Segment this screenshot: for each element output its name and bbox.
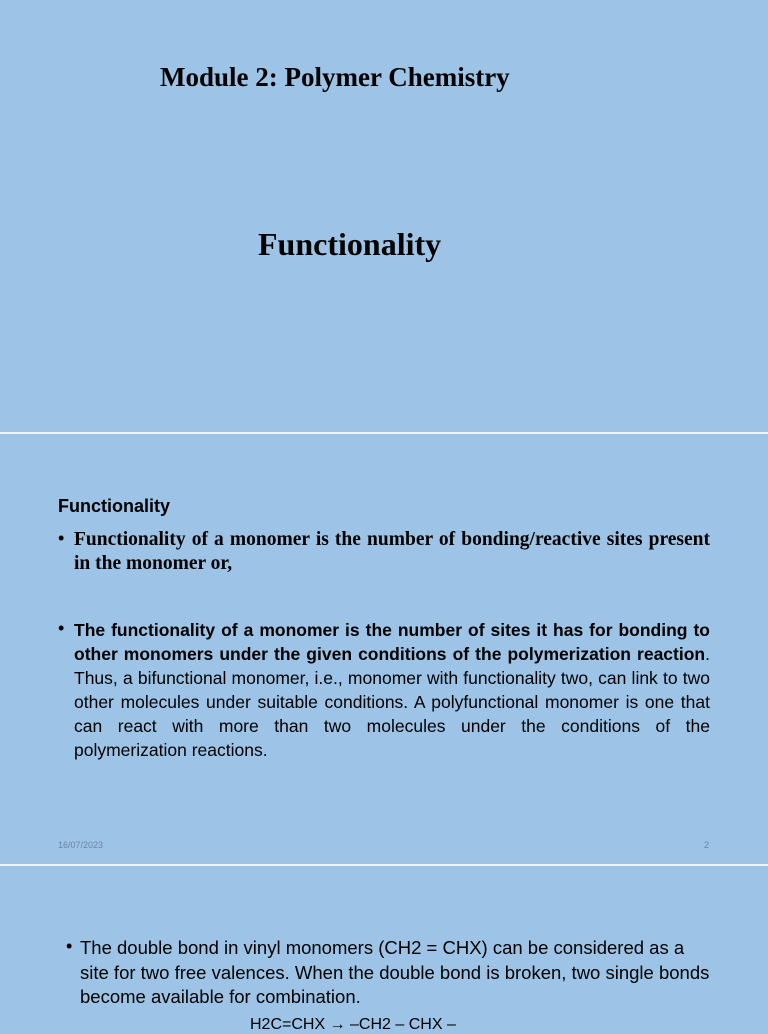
section-heading: Functionality — [58, 496, 170, 516]
bullet-text: The double bond in vinyl monomers (CH2 = CHX) can be considered as a site for two free valences. When the double bond is broken, two single bonds become available for combination. — [80, 937, 710, 1007]
bullet-dot-icon: • — [66, 936, 73, 956]
slide-title: Module 2: Polymer Chemistry — [160, 62, 510, 92]
footer-date: 16/07/2023 — [58, 840, 104, 850]
slide-3 — [0, 866, 768, 1033]
bullet-bold-text: The functionality of a monomer is the number of sites it has for bonding to other monomers under the given conditions of the polymerization reaction — [74, 620, 710, 664]
slide-2 — [0, 434, 768, 864]
bullet-item — [58, 618, 710, 762]
bullet-dot-icon: • — [58, 528, 65, 548]
page-number: 2 — [704, 840, 710, 850]
equation-line: H2C=CHX → –CH2 – CHX – — [250, 1016, 456, 1033]
slide-1 — [0, 0, 768, 432]
bullet-regular-text: . Thus, a bifunctional monomer, i.e., monomer with functionality two, can link to two other molecules under suitable conditions. A polyfunctional monomer is one that can react with more than two molecules under the conditions of the polymerization reactions. — [74, 644, 710, 760]
bullet-item — [58, 528, 710, 576]
bullet-text — [74, 618, 710, 762]
bullet-text: Functionality of a monomer is the number of bonding/reactive sites present in the monomer or, — [74, 529, 710, 574]
bullet-dot-icon: • — [58, 618, 65, 638]
bullet-item — [66, 936, 716, 1010]
slide-subtitle: Functionality — [258, 226, 442, 262]
